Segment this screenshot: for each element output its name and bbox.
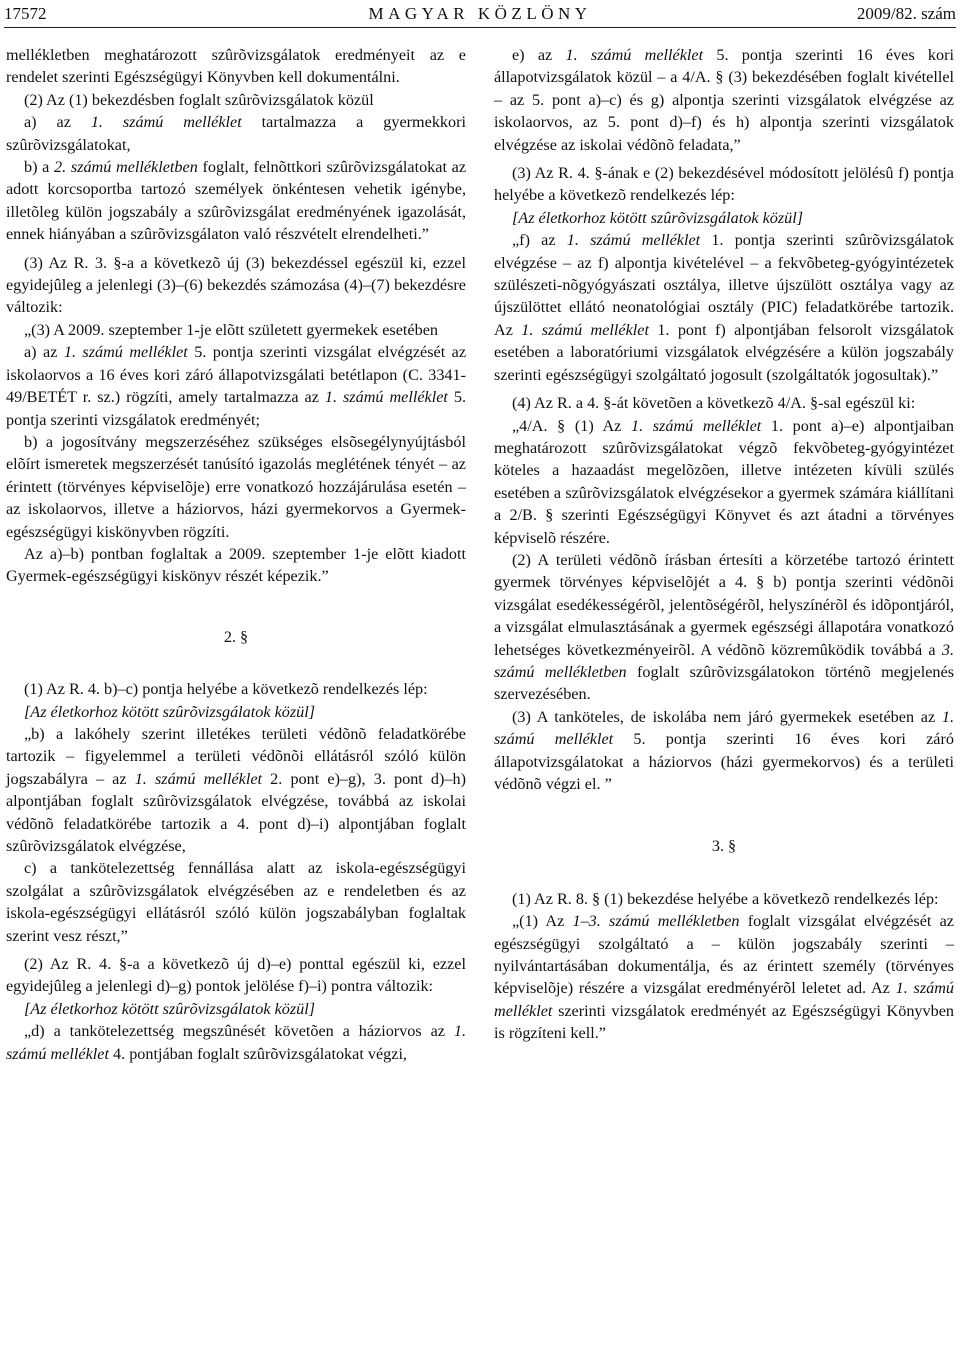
annex-reference: 1. számú melléklet <box>63 343 188 362</box>
paragraph: e) az 1. számú melléklet 5. pontja szerinti 16 éves kori állapotvizsgálatok közül – a 4/A. § (3) bekezdésében foglalt kivétellel – az 5. pont a)–c) és g) alpontja szerinti vizsgálatok elvégzése az iskolaorvos, az 5. pont d)–f) és h) alpontja szerinti vizsgálatok elvégzése az iskolai védõnõ feladata,” <box>494 46 954 154</box>
journal-title: MAGYAR KÖZLÖNY <box>368 4 592 23</box>
paragraph: „(3) A 2009. szeptember 1-je elõtt született gyermekek esetében <box>24 320 438 339</box>
annex-reference: 1. számú melléklet <box>494 707 954 749</box>
annex-reference: 1–3. számú mellékletben <box>572 912 740 931</box>
page-number: 17572 <box>4 4 47 23</box>
paragraph: [Az életkorhoz kötött szûrõvizsgálatok közül] <box>24 702 316 721</box>
paragraph: (3) A tanköteles, de iskolába nem járó gyermekek esetében az 1. számú melléklet 5. pontja szerinti 16 éves kori záró állapotvizsgálatokat a háziorvos (házi gyermekorvos) és a területi védõnõ végzi el. ” <box>494 707 954 793</box>
issue-number: 2009/82. szám <box>856 4 956 23</box>
paragraph: [Az életkorhoz kötött szûrõvizsgálatok közül] <box>512 208 804 227</box>
paragraph: „f) az 1. számú melléklet 1. pontja szerinti szûrõvizsgálatok elvégzése – az f) alpontja kivételével – a fekvõbeteg-gyógyintézetek szülészeti-nõgyógyászati osztálya, illetve újszülött osztálya vagy az újszülöttet ellátó neonatológiai osztály (PIC) feladatkörébe tartozik. Az 1. számú melléklet 1. pont f) alpontjában felsorolt vizsgálatok esetében a laboratóriumi vizsgálatok elvégzésére a külön jogszabály szerinti egészségügyi szolgáltató jogosult (szolgáltatók jogosultak).” <box>494 231 954 384</box>
right-column <box>494 44 954 1045</box>
annex-reference: 1. számú melléklet <box>134 769 263 788</box>
paragraph: a) az 1. számú melléklet 5. pontja szerinti vizsgálat elvégzését az iskolaorvos a 16 éves kori záró állapotvizsgálati betétlapon (C. 3341-49/BETÉT r. sz.) rögzíti, amely tartalmazza az 1. számú melléklet 5. pontja szerinti vizsgálatok eredményét; <box>6 343 466 429</box>
paragraph: (2) Az (1) bekezdésben foglalt szûrõvizsgálatok közül <box>24 90 374 109</box>
annex-reference: 1. számú melléklet <box>566 231 701 250</box>
annex-reference: 1. számú melléklet <box>6 1022 466 1063</box>
paragraph: „b) a lakóhely szerint illetékes területi védõnõ feladatkörébe tartozik – figyelemmel a területi védõnõi ellátásról szóló külön jogszabályra – az 1. számú melléklet 2. pont e)–g), 3. pont d)–h) alpontjában foglalt szûrõvizsgálatok elvégzése, továbbá az iskolai védõnõ feladatkörébe tartozik a 4. pont d)–i) alpontjában foglalt szûrõvizsgálatok elvégzése, <box>6 724 466 855</box>
paragraph: mellékletben meghatározott szûrõvizsgálatok eredményeit az e rendelet szerinti Egészségügyi Könyvben kell dokumentálni. <box>6 46 466 87</box>
paragraph: b) a 2. számú mellékletben foglalt, felnõttkori szûrõvizsgálatokat az adott korcsoportba tartozó személyek önkéntesen vehetik igénybe, illetõleg külön jogszabály a szûrõvizsgálat eredményének igazolását, ennek hiányában a szûrõvizsgálaton való részvételt elrendelheti.” <box>6 158 466 244</box>
paragraph: a) az 1. számú melléklet tartalmazza a gyermekkori szûrõvizsgálatokat, <box>6 113 466 154</box>
paragraph: „(1) Az 1–3. számú mellékletben foglalt vizsgálat elvégzését az egészségügyi szolgáltató a – külön jogszabály szerinti – nyilvántartásában dokumentálja, és az érintett személy (törvényes képviselõje) részére a vizsgálat eredményérõl leletet ad. Az 1. számú melléklet szerinti vizsgálatok eredményét az Egészségügyi Könyvben is rögzíteni kell.” <box>494 912 954 1043</box>
annex-reference: 1. számú melléklet <box>630 416 762 435</box>
paragraph: b) a jogosítvány megszerzéséhez szükséges elsõsegélynyújtásból elõírt ismeretek megszerzését tanúsító igazolás meglétének tényét – az érintett (törvényes képviselõje) erre vonatkozó hozzájárulása esetén – az iskolaorvos, illetve a háziorvos, házi gyermekorvos a Gyermek-egészségügyi kiskönyvben rögzíti. <box>6 432 466 541</box>
paragraph: (2) A területi védõnõ írásban értesíti a körzetébe tartozó érintett gyermek törvényes képviselõjét a 4. § b) pontja szerinti védõnõi vizsgálat esedékességérõl, jelentõségérõl, helyszínérõl és idõpontjáról, a vizsgálat elmulasztásának a gyermek egészségi állapotára vonatkozó lehetséges következményeirõl. A védõnõ közremûködik továbbá a 3. számú mellékletben foglalt szûrõvizsgálatokon történõ megjelenés szervezésében. <box>494 550 954 704</box>
annex-reference: 1. számú melléklet <box>90 113 242 132</box>
annex-reference: 1. számú melléklet <box>494 979 954 1020</box>
header-rule <box>4 27 956 28</box>
paragraph: (4) Az R. a 4. §-át követõen a következõ 4/A. §-sal egészül ki: <box>512 394 916 413</box>
section-heading: 2. § <box>223 627 249 646</box>
paragraph: (2) Az R. 4. §-a a következõ új d)–e) ponttal egészül ki, ezzel egyidejûleg a jelenlegi d)–g) pontok jelölése f)–i) pontra változik: <box>6 955 466 996</box>
annex-reference: 3. számú mellékletben <box>494 640 954 681</box>
annex-reference: 1. számú melléklet <box>324 388 448 407</box>
paragraph: [Az életkorhoz kötött szûrõvizsgálatok közül] <box>24 999 316 1018</box>
page-header <box>4 2 956 26</box>
paragraph: „4/A. § (1) Az 1. számú melléklet 1. pont a)–e) alpontjaiban meghatározott szûrõvizsgálatokat végzõ fekvõbeteg-gyógyintézet köteles a hazaadást megelõzõen, illetve intézeten kívüli szülés esetében a szûrõvizsgálatok elvégzésekor a gyermek számára kiállítani a 2/B. § szerinti Egészségügyi Könyvet és azt átadni a törvényes képviselõ részére. <box>494 416 954 547</box>
annex-reference: 1. számú melléklet <box>565 46 704 64</box>
annex-reference: 2. számú mellékletben <box>54 158 198 177</box>
annex-reference: 1. számú melléklet <box>521 320 649 339</box>
paragraph: (1) Az R. 8. § (1) bekezdése helyébe a következõ rendelkezés lép: <box>512 889 939 908</box>
section-heading: 3. § <box>711 837 737 856</box>
paragraph: „d) a tankötelezettség megszûnését követõen a háziorvos az 1. számú melléklet 4. pontjában foglalt szûrõvizsgálatokat végzi, <box>6 1022 466 1063</box>
paragraph: (1) Az R. 4. b)–c) pontja helyébe a következõ rendelkezés lép: <box>24 680 428 699</box>
paragraph: (3) Az R. 4. §-ának e (2) bekezdésével módosított jelölésû f) pontja helyébe a következõ rendelkezés lép: <box>494 164 954 205</box>
paragraph: c) a tankötelezettség fennállása alatt az iskola-egészségügyi szolgálat a szûrõvizsgálatok elvégzésében az e rendeletben és az iskola-egészségügyi ellátásról szóló külön jogszabályban foglaltak szerint vesz részt,” <box>6 859 466 945</box>
paragraph: (3) Az R. 3. §-a a következõ új (3) bekezdéssel egészül ki, ezzel egyidejûleg a jelenlegi (3)–(6) bekezdés számozása (4)–(7) bekezdésre változik: <box>6 253 466 317</box>
left-column <box>6 44 466 1065</box>
paragraph: Az a)–b) pontban foglaltak a 2009. szeptember 1-je elõtt kiadott Gyermek-egészségügyi kiskönyv részét képezik.” <box>6 544 466 586</box>
